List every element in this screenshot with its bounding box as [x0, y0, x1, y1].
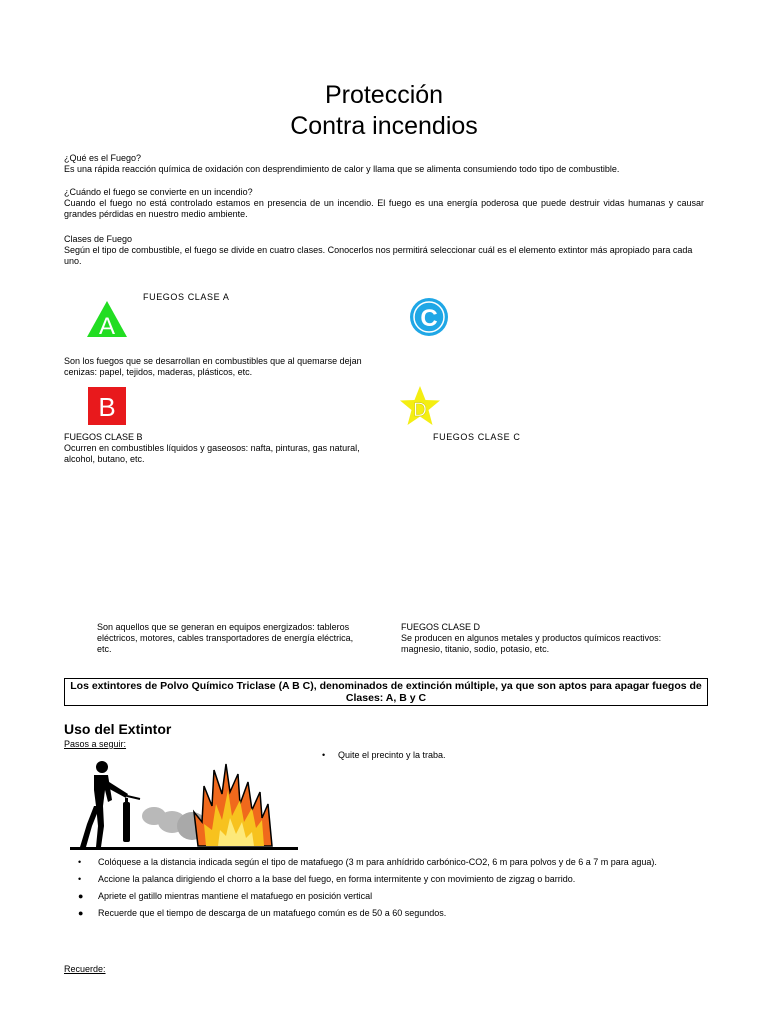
class-d-label: FUEGOS CLASE D [401, 622, 481, 632]
steps-list [78, 854, 718, 922]
class-a-desc: Son los fuegos que se desarrollan en combustibles que al quemarse dejan cenizas: papel, tejidos, maderas, plásticos, etc. [64, 356, 362, 377]
step-text: Recuerde que el tiempo de descarga de un matafuego común es de 50 a 60 segundos. [98, 908, 447, 918]
class-d-block [401, 622, 701, 655]
fire-icon [194, 764, 272, 846]
list-item [78, 905, 718, 922]
section-q1 [64, 153, 708, 175]
bullet-icon: ● [78, 891, 84, 901]
class-d-star-icon [398, 385, 442, 427]
class-a-triangle-icon [86, 300, 128, 338]
uso-heading: Uso del Extintor [64, 721, 172, 737]
step-text: Colóquese a la distancia indicada según el tipo de matafuego (3 m para anhídrido carbónico-CO2, 6 m para polvos y de 6 a 7 m para agua). [98, 857, 657, 867]
section-clases [64, 234, 694, 267]
clases-heading: Clases de Fuego [64, 234, 133, 244]
step-text: Apriete el gatillo mientras mantiene el matafuego en posición vertical [98, 891, 373, 901]
class-b-square-icon [88, 387, 126, 425]
class-b-desc: Ocurren en combustibles líquidos y gaseosos: nafta, pinturas, gas natural, alcohol, butano, etc. [64, 443, 360, 464]
bullet-icon: • [78, 874, 82, 884]
class-d-desc: Se producen en algunos metales y productos químicos reactivos: magnesio, titanio, sodio, potasio, etc. [401, 633, 662, 654]
class-a-icon-letter: A [98, 313, 116, 338]
q2-text: Cuando el fuego no está controlado estamos en presencia de un incendio. El fuego es una energía poderosa que puede destruir vidas humanas y causar grandes pérdidas en nuestro medio ambiente. [64, 198, 704, 219]
class-c-circle-icon [408, 297, 450, 337]
q1-heading: ¿Qué es el Fuego? [64, 153, 142, 163]
step-first-text: Quite el precinto y la traba. [338, 750, 446, 760]
class-a-label: FUEGOS CLASE A [143, 292, 230, 302]
list-item [78, 871, 718, 888]
class-c-icon-letter: C [420, 305, 438, 332]
step-first [322, 750, 446, 761]
q2-heading: ¿Cuándo el fuego se convierte en un incendio? [64, 187, 253, 197]
class-b-icon-letter: B [98, 392, 116, 422]
extinguisher-illustration [68, 756, 300, 852]
step-text: Accione la palanca dirigiendo el chorro a la base del fuego, en forma intermitente y con movimiento de zigzag o barrido. [98, 874, 576, 884]
steps-label: Pasos a seguir: [64, 739, 127, 749]
class-c-desc: Son aquellos que se generan en equipos energizados: tableros eléctricos, motores, cables transportadores de energía eléctrica, etc. [97, 622, 354, 654]
class-b-label: FUEGOS CLASE B [64, 432, 143, 442]
bullet-icon: • [78, 857, 82, 867]
class-d-icon-letter: D [413, 400, 427, 421]
list-item [78, 854, 718, 871]
clases-text: Según el tipo de combustible, el fuego se divide en cuatro clases. Conocerlos nos permitirá seleccionar cuál es el elemento extintor más apropiado para cada uno. [64, 245, 693, 266]
list-item [78, 888, 718, 905]
bullet-icon: ● [78, 908, 84, 918]
recuerde-label: Recuerde: [64, 964, 106, 974]
extinguisher-notice-box: Los extintores de Polvo Químico Triclase (A B C), denominados de extinción múltiple, ya que son aptos para apagar fuegos de Clases: A, B y C [64, 678, 708, 706]
page-subtitle: Contra incendios [290, 112, 478, 140]
section-q2 [64, 187, 704, 220]
class-b-block [64, 432, 364, 465]
q1-text: Es una rápida reacción química de oxidación con desprendimiento de calor y llama que se alimenta consumiendo todo tipo de combustible. [64, 164, 620, 174]
page-title: Protección [324, 81, 444, 109]
person-figure-icon [80, 761, 130, 847]
step-first-bullet: • [322, 750, 326, 760]
class-c-label: FUEGOS CLASE C [433, 432, 521, 442]
